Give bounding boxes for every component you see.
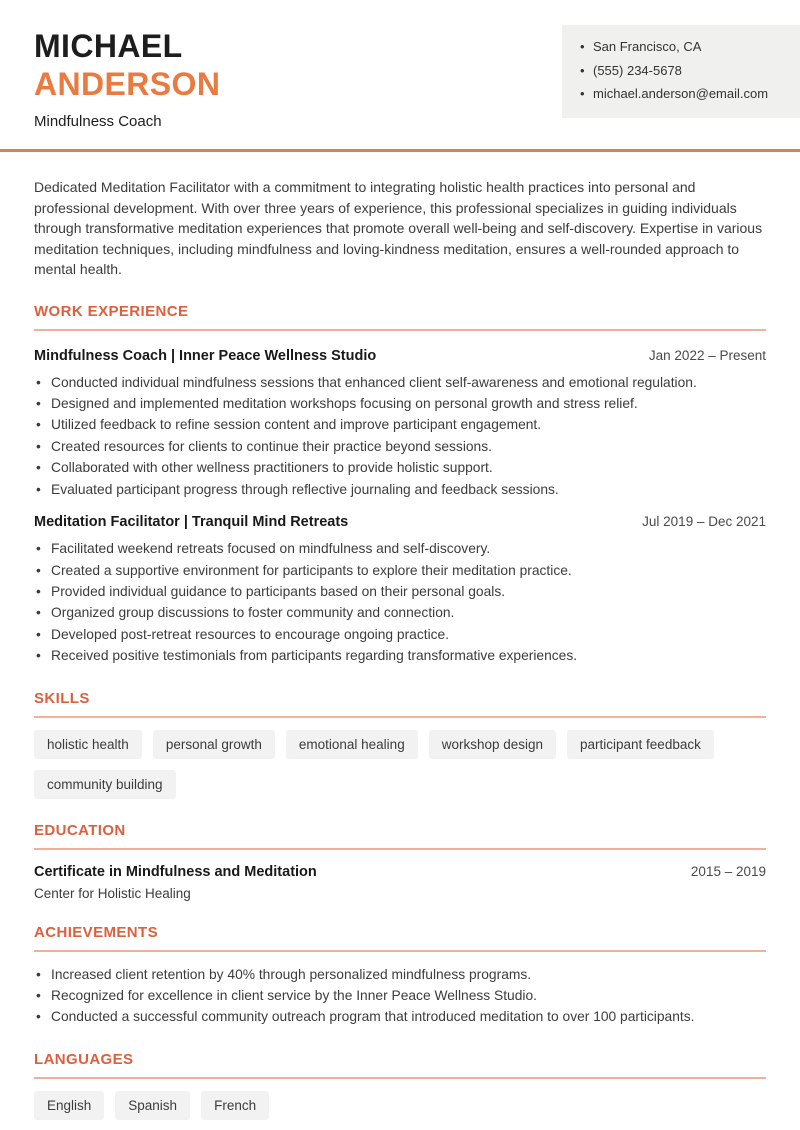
- section-divider: [34, 716, 766, 718]
- languages-tag-row: [34, 1091, 766, 1120]
- job-bullet: • Conducted individual mindfulness sessions that enhanced client self-awareness and emotional regulation.: [34, 372, 766, 393]
- job-bullet-list: [34, 372, 766, 500]
- job-entry: [34, 514, 766, 666]
- header-divider: [0, 149, 800, 152]
- section-divider: [34, 1077, 766, 1079]
- skills-tag-row: [34, 730, 766, 799]
- section-heading-skills: SKILLS: [34, 689, 90, 707]
- job-title: Mindfulness Coach | Inner Peace Wellness Studio: [34, 347, 377, 364]
- skill-tag: personal growth: [153, 730, 275, 759]
- job-bullet: • Created resources for clients to continue their practice beyond sessions.: [34, 436, 766, 457]
- language-tag: French: [201, 1091, 269, 1120]
- contact-email: • michael.anderson@email.com: [580, 82, 786, 106]
- job-bullet: • Provided individual guidance to participants based on their personal goals.: [34, 581, 766, 602]
- education-dates: 2015 – 2019: [690, 863, 766, 879]
- last-name: ANDERSON: [34, 66, 221, 103]
- education-degree: Certificate in Mindfulness and Meditation: [34, 863, 317, 880]
- job-bullet: • Utilized feedback to refine session content and improve participant engagement.: [34, 414, 766, 435]
- contact-list: [580, 35, 786, 106]
- identity-block: [34, 27, 220, 130]
- first-name: MICHAEL: [34, 28, 183, 64]
- job-bullet: • Facilitated weekend retreats focused on mindfulness and self-discovery.: [34, 538, 766, 559]
- language-tag: Spanish: [115, 1091, 190, 1120]
- skill-tag: workshop design: [429, 730, 556, 759]
- job-bullet: • Organized group discussions to foster community and connection.: [34, 602, 766, 623]
- job-bullet-list: [34, 538, 766, 666]
- skill-tag: emotional healing: [286, 730, 418, 759]
- job-bullet: • Collaborated with other wellness practitioners to provide holistic support.: [34, 457, 766, 478]
- achievement-bullet: • Conducted a successful community outreach program that introduced meditation to over 100 participants.: [34, 1006, 766, 1027]
- education-header-row: [34, 864, 766, 880]
- job-header-row: [34, 348, 766, 364]
- skill-tag: holistic health: [34, 730, 142, 759]
- section-achievements: [34, 924, 766, 1028]
- contact-box: [562, 25, 800, 118]
- achievement-bullet: • Recognized for excellence in client service by the Inner Peace Wellness Studio.: [34, 985, 766, 1006]
- skill-tag: community building: [34, 770, 176, 799]
- resume-header: [0, 0, 800, 130]
- section-heading-work-experience: WORK EXPERIENCE: [34, 302, 189, 320]
- section-languages: [34, 1051, 766, 1120]
- job-bullet: • Created a supportive environment for participants to explore their meditation practice.: [34, 560, 766, 581]
- achievements-list: [34, 964, 766, 1028]
- contact-location: • San Francisco, CA: [580, 35, 786, 59]
- section-divider: [34, 848, 766, 850]
- section-skills: [34, 690, 766, 799]
- achievement-bullet: • Increased client retention by 40% through personalized mindfulness programs.: [34, 964, 766, 985]
- section-work-experience: [34, 303, 766, 667]
- section-education: [34, 822, 766, 901]
- education-entry: [34, 864, 766, 901]
- job-dates: Jul 2019 – Dec 2021: [642, 514, 766, 530]
- skill-tag: participant feedback: [567, 730, 714, 759]
- job-header-row: [34, 514, 766, 530]
- section-divider: [34, 950, 766, 952]
- job-bullet: • Developed post-retreat resources to encourage ongoing practice.: [34, 624, 766, 645]
- education-school: Center for Holistic Healing: [34, 885, 191, 901]
- job-entry: [34, 348, 766, 500]
- language-tag: English: [34, 1091, 104, 1120]
- section-heading-languages: LANGUAGES: [34, 1050, 134, 1068]
- resume-body: [0, 177, 800, 1120]
- job-role-subtitle: Mindfulness Coach: [34, 113, 162, 131]
- section-heading-education: EDUCATION: [34, 821, 126, 839]
- job-bullet: • Evaluated participant progress through reflective journaling and feedback sessions.: [34, 479, 766, 500]
- summary-paragraph: Dedicated Meditation Facilitator with a commitment to integrating holistic health practices into personal and professional development. With over three years of experience, this professional specializes in guiding individuals through transformative meditation experiences that promote overall well-being and self-discovery. Expertise in various meditation techniques, including mindfulness and loving-kindness meditation, ensures a well-rounded approach to mental health.: [34, 179, 763, 278]
- section-heading-achievements: ACHIEVEMENTS: [34, 923, 158, 941]
- section-divider: [34, 329, 766, 331]
- job-bullet: • Received positive testimonials from participants regarding transformative experiences.: [34, 645, 766, 666]
- contact-phone: • (555) 234-5678: [580, 59, 786, 83]
- job-title: Meditation Facilitator | Tranquil Mind Retreats: [34, 514, 349, 531]
- job-bullet: • Designed and implemented meditation workshops focusing on personal growth and stress relief.: [34, 393, 766, 414]
- job-dates: Jan 2022 – Present: [648, 347, 766, 363]
- person-name: [34, 27, 220, 103]
